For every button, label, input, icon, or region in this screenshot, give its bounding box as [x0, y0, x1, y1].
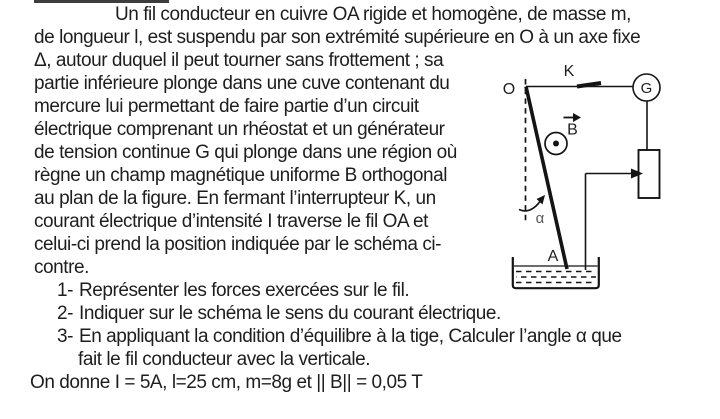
field-label: B: [567, 121, 578, 139]
paragraph-line: de tension continue G qui plonge dans une région où: [34, 142, 457, 163]
angle-label: α: [535, 210, 545, 227]
paragraph-line: mercure lui permettant de faire partie d’un circuit: [34, 96, 419, 117]
rheostat-slider-arrow: [631, 169, 643, 179]
given-data-line: On donne I = 5A, l=25 cm, m=8g et || B|| = 0,05 T: [30, 372, 423, 393]
paragraph-line: contre.: [34, 257, 89, 278]
question-text: Représenter les forces exercées sur le fil.: [79, 280, 410, 301]
question-number: 1-: [57, 280, 73, 301]
pivot-label: O: [502, 81, 516, 98]
paragraph-line: Un fil conducteur en cuivre OA rigide et homogène, de masse m,: [115, 4, 631, 25]
question-text: Indiquer sur le schéma le sens du courant électrique.: [79, 303, 501, 324]
question-item: [0, 325, 720, 348]
question-number: 3-: [57, 326, 73, 347]
question-text: En appliquant la condition d’équilibre à la tige, Calculer l’angle α que: [79, 326, 622, 347]
contact-label: A: [547, 248, 559, 265]
paragraph-line: courant électrique d’intensité I traverse le fil OA et: [34, 211, 428, 232]
paragraph-line: partie inférieure plonge dans une cuve contenant du: [34, 73, 450, 94]
wire-oa: [526, 87, 567, 270]
paragraph-line: règne un champ magnétique uniforme B orthogonal: [34, 165, 447, 186]
paragraph-line: électrique comprenant un rhéostat et un générateur: [34, 119, 445, 140]
paragraph-line: de longueur l, est suspendu par son extrémité supérieure en O à un axe fixe: [34, 27, 641, 48]
paragraph-line: au plan de la figure. En fermant l’interrupteur K, un: [34, 188, 436, 209]
switch-label: K: [563, 63, 575, 80]
question-continuation: fait le fil conducteur avec la verticale.: [78, 349, 371, 370]
paragraph-line: Δ, autour duquel il peut tourner sans frottement ; sa: [34, 50, 444, 71]
question-number: 2-: [57, 303, 73, 324]
field-out-dot: [553, 141, 559, 147]
circuit-figure: [495, 55, 667, 297]
paragraph-line: celui-ci prend la position indiquée par le schéma ci-: [34, 234, 442, 255]
question-item: [0, 302, 720, 325]
generator-label: G: [640, 80, 653, 97]
